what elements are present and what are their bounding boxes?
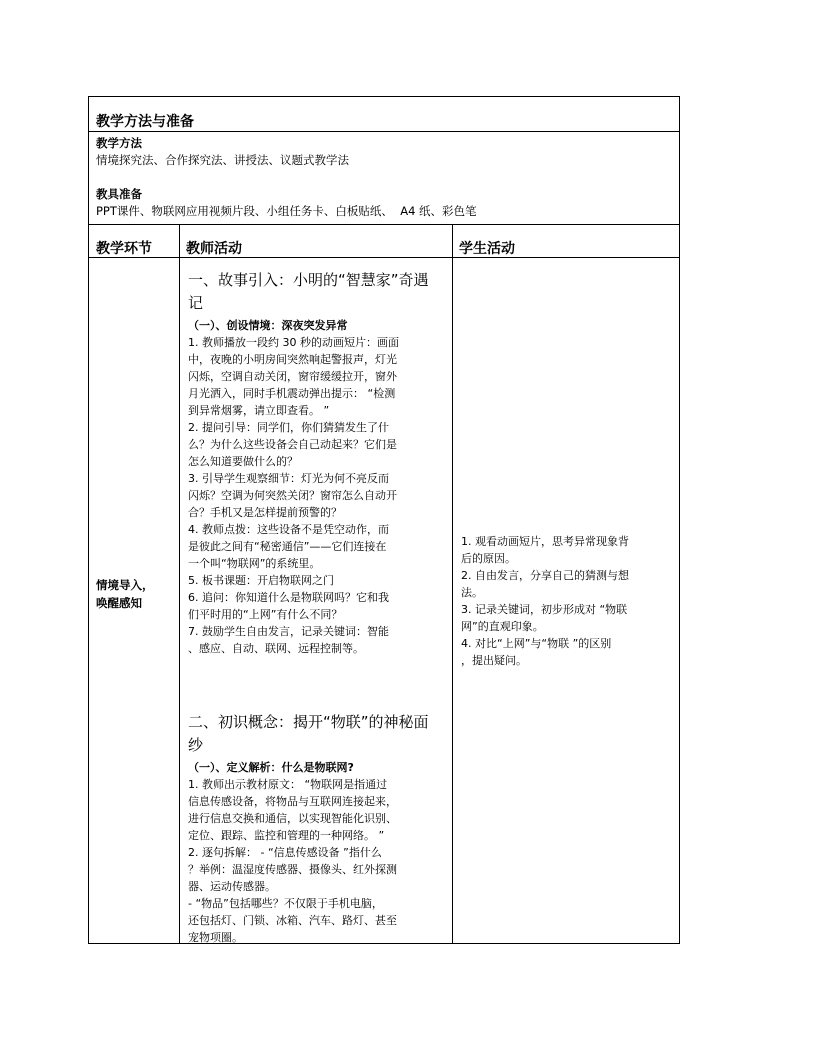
section-title: 教学方法与准备	[96, 114, 194, 130]
body-line: 1. 教师出示教材原文： “物联网是指通过	[188, 778, 388, 791]
body-line: 是彼此之间有“秘密通信”——它们连接在	[188, 540, 387, 553]
section-2-heading-line-2: 纱	[188, 736, 204, 754]
body-line: 4. 教师点拨：这些设备不是凭空动作，而	[188, 523, 389, 536]
body-line: 2. 逐句拆解： - “信息传感设备 ”指什么	[188, 846, 382, 859]
title-divider	[89, 131, 679, 132]
body-line: ？举例：温湿度传感器、摄像头、红外探测	[188, 863, 397, 876]
body-line: 、感应、自动、联网、远程控制等。	[188, 642, 364, 655]
header-top-divider	[89, 224, 679, 225]
header-bottom-divider	[89, 257, 679, 258]
section-1-heading	[188, 269, 448, 315]
stage-line-1: 情境导入，	[96, 578, 154, 592]
body-line: 们平时用的“上网”有什么不同？	[188, 608, 343, 621]
stage-cell	[96, 576, 154, 612]
body-line: 闪烁？空调为何突然关闭？窗帘怎么自动开	[188, 489, 397, 502]
student-line: 4. 对比“上网”与“物联 ”的区别	[461, 637, 612, 650]
body-line: 5. 板书课题：开启物联网之门	[188, 574, 334, 587]
body-line: 7. 鼓励学生自由发言，记录关键词：智能	[188, 625, 389, 638]
tools-heading: 教具准备	[96, 187, 142, 201]
student-line: 1. 观看动画短片，思考异常现象背	[461, 535, 629, 548]
student-line: 2. 自由发言，分享自己的猜测与想	[461, 569, 629, 582]
student-line: 网”的直观印象。	[461, 620, 544, 633]
student-line: 3. 记录关键词，初步形成对 “物联	[461, 603, 628, 616]
lesson-plan-table	[88, 96, 680, 944]
column-divider-1	[179, 225, 180, 943]
methods-text: 情境探究法、合作探究法、讲授法、议题式教学法	[96, 153, 349, 167]
body-line: 么？为什么这些设备会自己动起来？它们是	[188, 438, 397, 451]
body-line: 一个叫“物联网”的系统里。	[188, 557, 321, 570]
student-line: ，提出疑问。	[461, 654, 527, 667]
body-line: 中，夜晚的小明房间突然响起警报声，灯光	[188, 353, 397, 366]
subsection-1-heading: （一）、创设情境：深夜突发异常	[188, 319, 348, 332]
student-line: 法。	[461, 586, 483, 599]
body-line: 信息传感设备，将物品与互联网连接起来，	[188, 795, 397, 808]
teacher-activity-section-2	[188, 711, 448, 946]
body-line: 6. 追问：你知道什么是物联网吗？它和我	[188, 591, 389, 604]
section-2-heading	[188, 711, 448, 757]
body-line: 宠物项圈。	[188, 931, 243, 944]
section-1-heading-line-2: 记	[188, 294, 204, 312]
body-line: 器、运动传感器。	[188, 880, 276, 893]
methods-heading: 教学方法	[96, 136, 142, 150]
section-1-heading-line-1: 一、故事引入：小明的“智慧家”奇遇	[188, 271, 429, 289]
student-activity-cell	[461, 533, 675, 669]
body-line: 还包括灯、门锁、冰箱、汽车、路灯、甚至	[188, 914, 397, 927]
body-line: 月光洒入，同时手机震动弹出提示： “检测	[188, 387, 396, 400]
stage-line-2: 唤醒感知	[96, 596, 142, 610]
body-line: - “物品”包括哪些？不仅限于手机电脑，	[188, 897, 383, 910]
subsection-1-body	[188, 334, 448, 657]
body-line: 1. 教师播放一段约 30 秒的动画短片：画面	[188, 336, 399, 349]
student-line: 后的原因。	[461, 552, 516, 565]
tools-text: PPT课件、物联网应用视频片段、小组任务卡、白板贴纸、 A4 纸、彩色笔	[96, 204, 477, 218]
body-line: 合？手机又是怎样提前预警的？	[188, 506, 342, 519]
body-line: 定位、跟踪、监控和管理的一种网络。 ”	[188, 829, 385, 842]
header-student: 学生活动	[459, 241, 515, 257]
body-line: 到异常烟雾，请立即查看。 ”	[188, 404, 330, 417]
column-divider-2	[452, 225, 453, 943]
header-stage: 教学环节	[96, 241, 152, 257]
body-line: 3. 引导学生观察细节：灯光为何不亮反而	[188, 472, 389, 485]
header-teacher: 教师活动	[186, 241, 242, 257]
section-2-heading-line-1: 二、初识概念：揭开“物联”的神秘面	[188, 713, 429, 731]
subsection-2-body	[188, 776, 448, 946]
subsection-2-heading: （一）、定义解析：什么是物联网?	[188, 761, 354, 774]
body-line: 怎么知道要做什么的？	[188, 455, 298, 468]
body-line: 闪烁，空调自动关闭，窗帘缓缓拉开，窗外	[188, 370, 397, 383]
teacher-activity-cell	[188, 269, 448, 657]
body-line: 2. 提问引导：同学们，你们猜猜发生了什	[188, 421, 389, 434]
body-line: 进行信息交换和通信，以实现智能化识别、	[188, 812, 397, 825]
